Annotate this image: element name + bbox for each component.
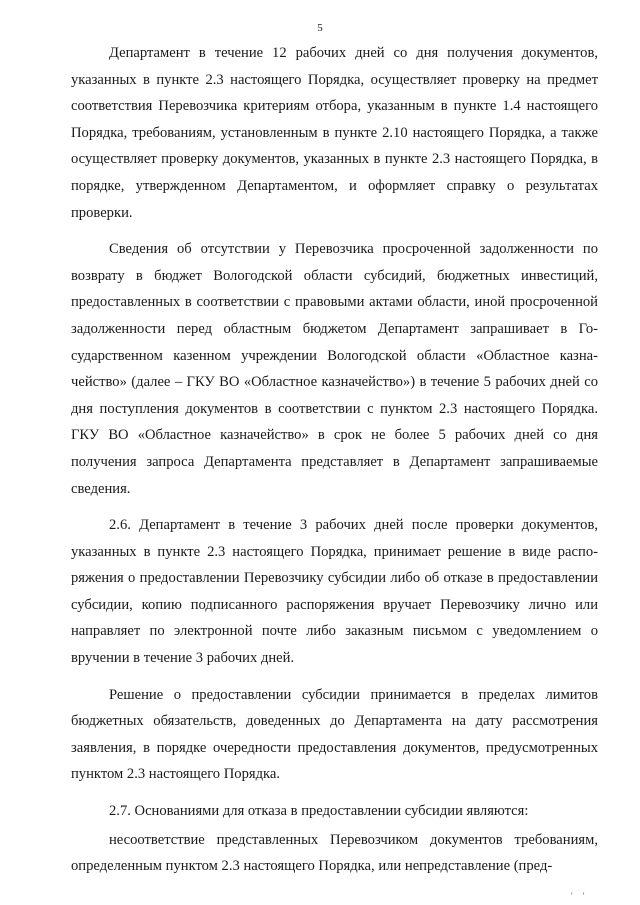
page-number: 5 <box>317 22 323 34</box>
document-body <box>71 40 598 890</box>
paragraph-2-7-refusal-grounds: 2.7. Основаниями для отказа в предоставлении субсидии являются: <box>109 803 529 820</box>
paragraph-2-6-decision: 2.6. Департамент в течение 3 рабочих дней после проверки документов, указанных в пункте 2.3 настоящего Порядка, принимает решение в виде распоряжения о предоставлении Перевозчику субсидии либо об отказе в предоставлении субсидии, копию подписанного распоряжения вручает Перевозчику лично или направляет по электронной почте либо заказным письмом с уведомлением о вручении в течение 3 рабочих дней. <box>71 517 598 667</box>
paragraph-noncompliance: несоответствие представленных Перевозчиком документов требованиям, определенным пунктом 2.3 настоящего Порядка, или непредставление (пред- <box>71 831 598 875</box>
paragraph-document-check: Департамент в течение 12 рабочих дней со дня получения документов, указанных в пункте 2.3 настоящего Порядка, осуществляет проверку на предмет соответствия Перевозчика критериям отбора, указанным в пункте 1.4 настоящего Порядка, требованиям, установленным в пункте 2.10 настоящего Порядка, а также осуществляет проверку документов, указанных в пункте 2.3 настоящего Порядка, в порядке, утвержденном Департаментом, и оформляет справку о результатах проверки. <box>71 45 598 221</box>
corner-mark: ' ' <box>571 891 589 901</box>
paragraph-subsidy-limits: Решение о предоставлении субсидии принимается в пределах лимитов бюджетных обязательств, доведенных до Департамента на дату рассмотрения заявления, в порядке очередности предоставления документов, предусмотренных пунктом 2.3 настоящего Порядка. <box>71 686 598 783</box>
paragraph-debt-information: Сведения об отсутствии у Перевозчика просроченной задолженности по возврату в бюджет Вологодской области субсидий, бюджетных инвестиций, предоставленных в соответствии с правовыми актами области, иной просроченной задолженности перед областным бюджетом Департамент запрашивает в Государственном казенном учреждении Вологодской области «Областное казначейство» (далее – ГКУ ВО «Областное казначейство») в течение 5 рабочих дней со дня поступления документов в соответствии с пунктом 2.3 настоящего Порядка. ГКУ ВО «Областное казначейство» в срок не более 5 рабочих дней со дня получения запроса Департамента представляет в Департамент запрашиваемые сведения. <box>71 241 598 497</box>
